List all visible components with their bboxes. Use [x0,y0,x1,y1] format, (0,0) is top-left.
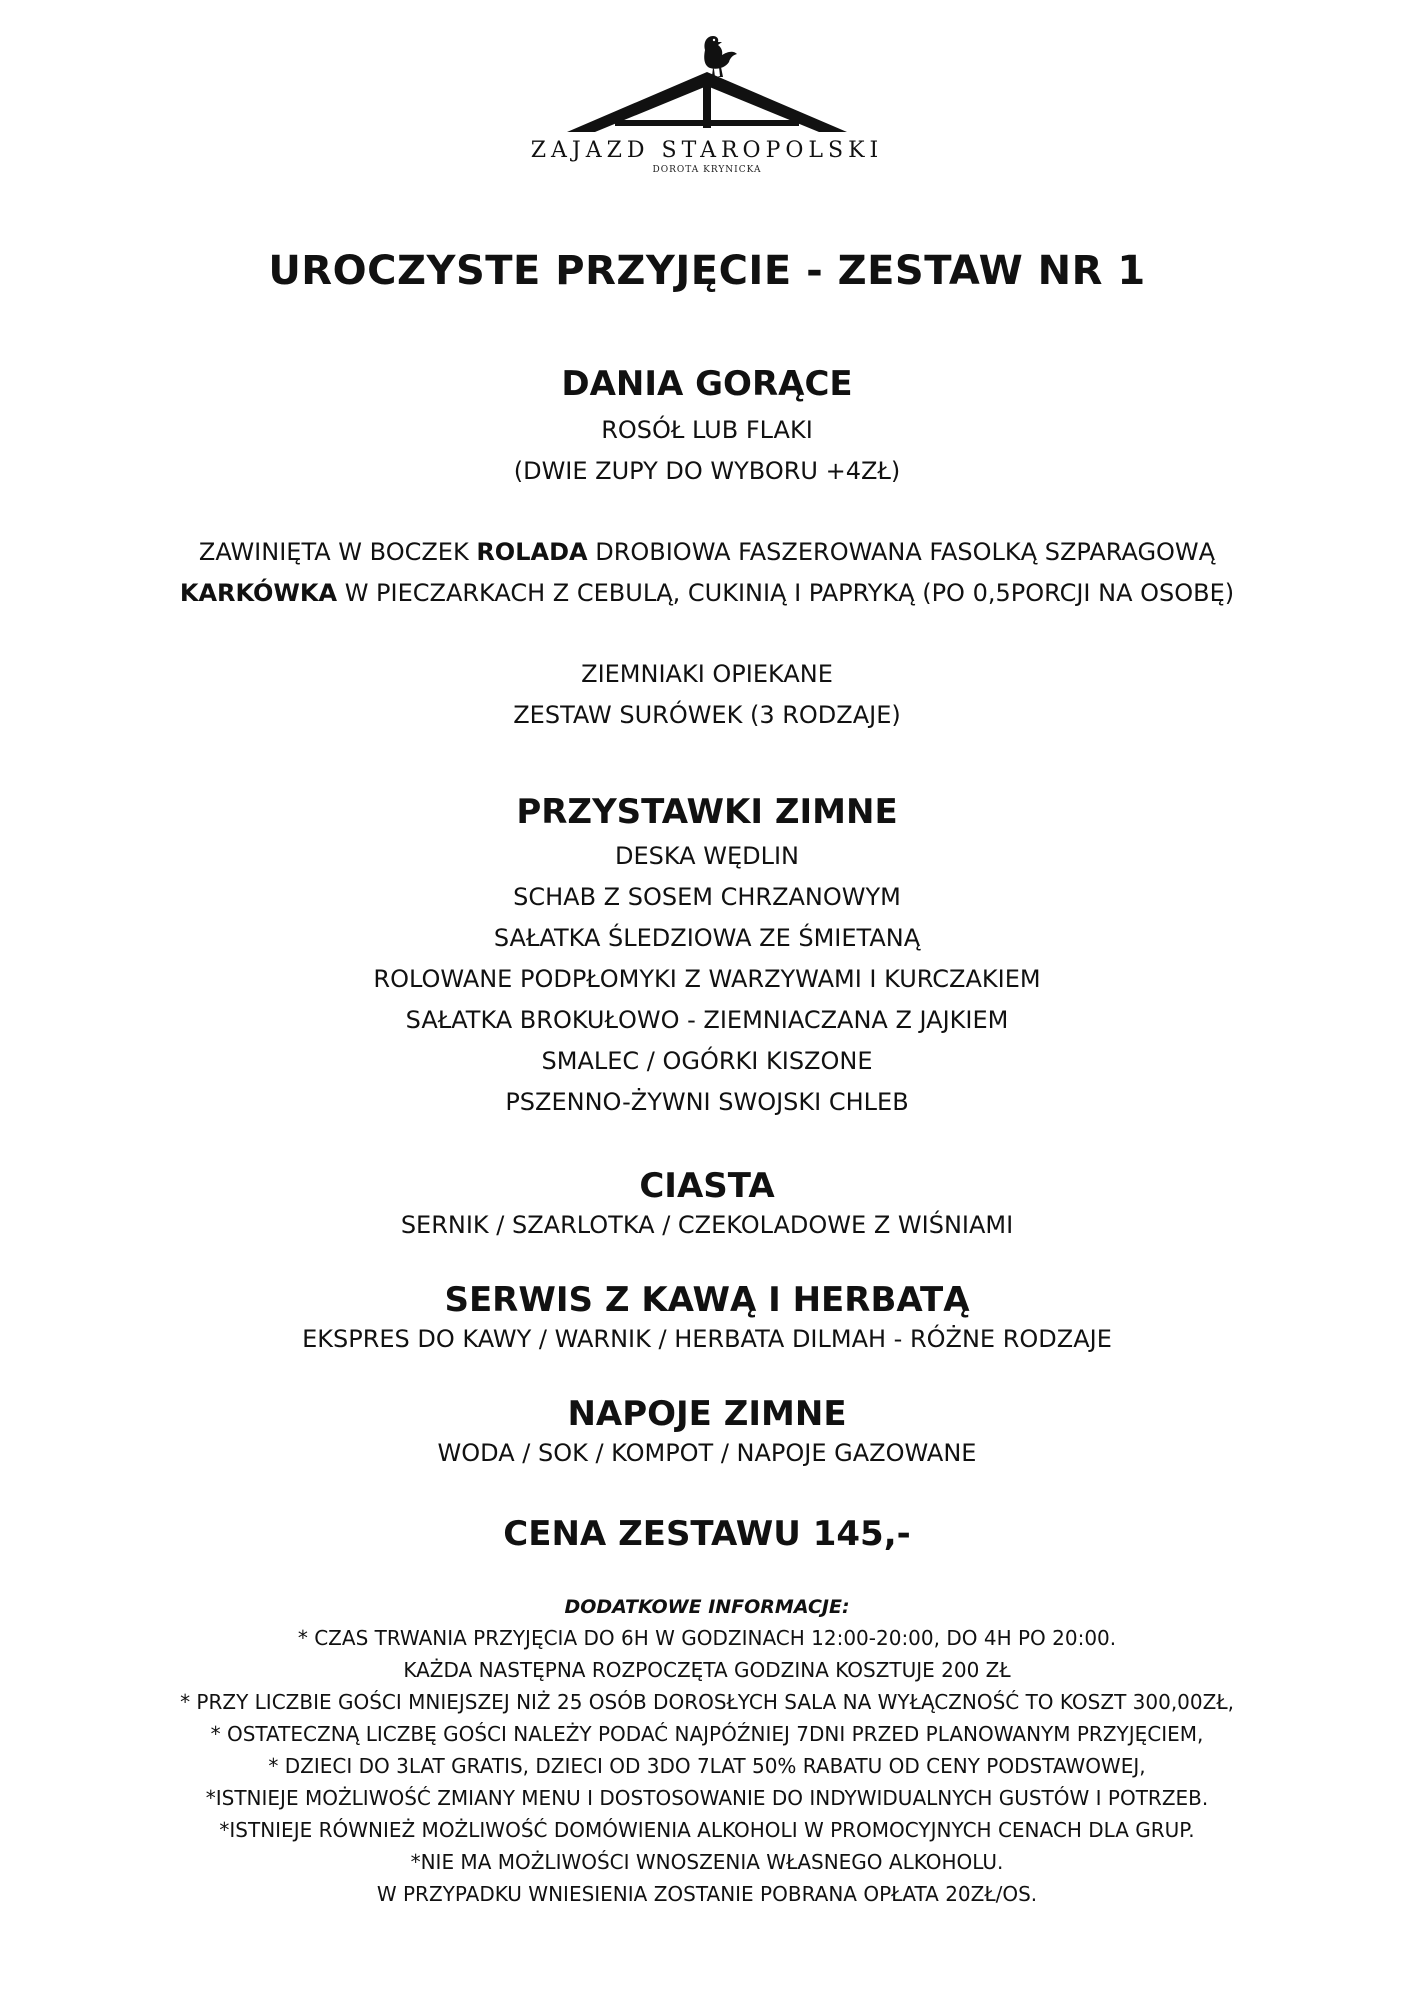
brand-name: ZAJAZD STAROPOLSKI [530,138,884,163]
cold-starter-item: ROLOWANE PODPŁOMYKI Z WARZYWAMI I KURCZAKIEM [373,965,1041,993]
cold-starter-item: SAŁATKA ŚLEDZIOWA ZE ŚMIETANĄ [493,924,921,952]
rooster-roof-icon [547,28,867,136]
cakes-heading: CIASTA [639,1166,775,1206]
cold-starter-item: SCHAB Z SOSEM CHRZANOWYM [513,883,901,911]
info-line: * OSTATECZNĄ LICZBĘ GOŚCI NALEŻY PODAĆ NAJPÓŹNIEJ 7DNI PRZED PLANOWANYM PRZYJĘCIEM, [210,1722,1204,1746]
cold-starters-heading: PRZYSTAWKI ZIMNE [516,792,898,832]
set-price: CENA ZESTAWU 145,- [503,1514,911,1554]
hot-dishes-heading: DANIA GORĄCE [561,364,853,404]
cold-starters-section [0,790,1414,1123]
side-dish-1: ZIEMNIAKI OPIEKANE [581,660,833,688]
drinks-section [0,1392,1414,1470]
main-dish-2: KARKÓWKA W PIECZARKACH Z CEBULĄ, CUKINIĄ I PAPRYKĄ (PO 0,5PORCJI NA OSOBĘ) [179,579,1235,607]
drinks-heading: NAPOJE ZIMNE [567,1394,847,1434]
cold-starter-item: PSZENNO-ŻYWNI SWOJSKI CHLEB [505,1088,909,1116]
main-dish-2-highlight: KARKÓWKA [179,579,338,607]
soup-line: ROSÓŁ LUB FLAKI [601,416,813,444]
info-line: *ISTNIEJE MOŻLIWOŚĆ ZMIANY MENU I DOSTOSOWANIE DO INDYWIDUALNYCH GUSTÓW I POTRZEB. [205,1786,1209,1810]
main-dish-1: ZAWINIĘTA W BOCZEK ROLADA DROBIOWA FASZEROWANA FASOLKĄ SZPARAGOWĄ [198,538,1216,566]
coffee-list: EKSPRES DO KAWY / WARNIK / HERBATA DILMAH - RÓŻNE RODZAJE [302,1325,1112,1353]
coffee-heading: SERWIS Z KAWĄ I HERBATĄ [444,1280,970,1320]
info-line: KAŻDA NASTĘPNA ROZPOCZĘTA GODZINA KOSZTUJE 200 ZŁ [403,1658,1011,1682]
cold-starter-item: SAŁATKA BROKUŁOWO - ZIEMNIACZANA Z JAJKIEM [405,1006,1009,1034]
coffee-section [0,1278,1414,1356]
cakes-section [0,1164,1414,1242]
side-dish-2: ZESTAW SURÓWEK (3 RODZAJE) [513,701,901,729]
hot-dishes-section [0,362,1414,736]
additional-info-list [0,1622,1414,1910]
soup-note: (DWIE ZUPY DO WYBORU +4ZŁ) [513,457,901,485]
additional-info-heading: DODATKOWE INFORMACJE: [564,1596,850,1618]
info-line: *NIE MA MOŻLIWOŚCI WNOSZENIA WŁASNEGO ALKOHOLU. [410,1850,1004,1874]
cold-starter-item: SMALEC / OGÓRKI KISZONE [541,1047,873,1075]
cold-starter-item: DESKA WĘDLIN [614,842,800,870]
cold-starters-list [0,836,1414,1123]
logo [0,28,1414,175]
info-line: * DZIECI DO 3LAT GRATIS, DZIECI OD 3DO 7LAT 50% RABATU OD CENY PODSTAWOWEJ, [268,1754,1146,1778]
additional-info-section [0,1592,1414,1910]
brand-owner: DOROTA KRYNICKA [652,165,762,175]
info-line: *ISTNIEJE RÓWNIEŻ MOŻLIWOŚĆ DOMÓWIENIA ALKOHOLI W PROMOCYJNYCH CENACH DLA GRUP. [219,1818,1195,1842]
info-line: W PRZYPADKU WNIESIENIA ZOSTANIE POBRANA OPŁATA 20ZŁ/OS. [376,1882,1038,1906]
info-line: * CZAS TRWANIA PRZYJĘCIA DO 6H W GODZINACH 12:00-20:00, DO 4H PO 20:00. [297,1626,1117,1650]
page-title: UROCZYSTE PRZYJĘCIE - ZESTAW NR 1 [268,248,1146,294]
main-dish-1-highlight: ROLADA [476,538,588,566]
drinks-list: WODA / SOK / KOMPOT / NAPOJE GAZOWANE [437,1439,977,1467]
info-line: * PRZY LICZBIE GOŚCI MNIEJSZEJ NIŻ 25 OSÓB DOROSŁYCH SALA NA WYŁĄCZNOŚĆ TO KOSZT 300,00ZŁ, [180,1690,1234,1714]
cakes-list: SERNIK / SZARLOTKA / CZEKOLADOWE Z WIŚNIAMI [400,1211,1014,1239]
